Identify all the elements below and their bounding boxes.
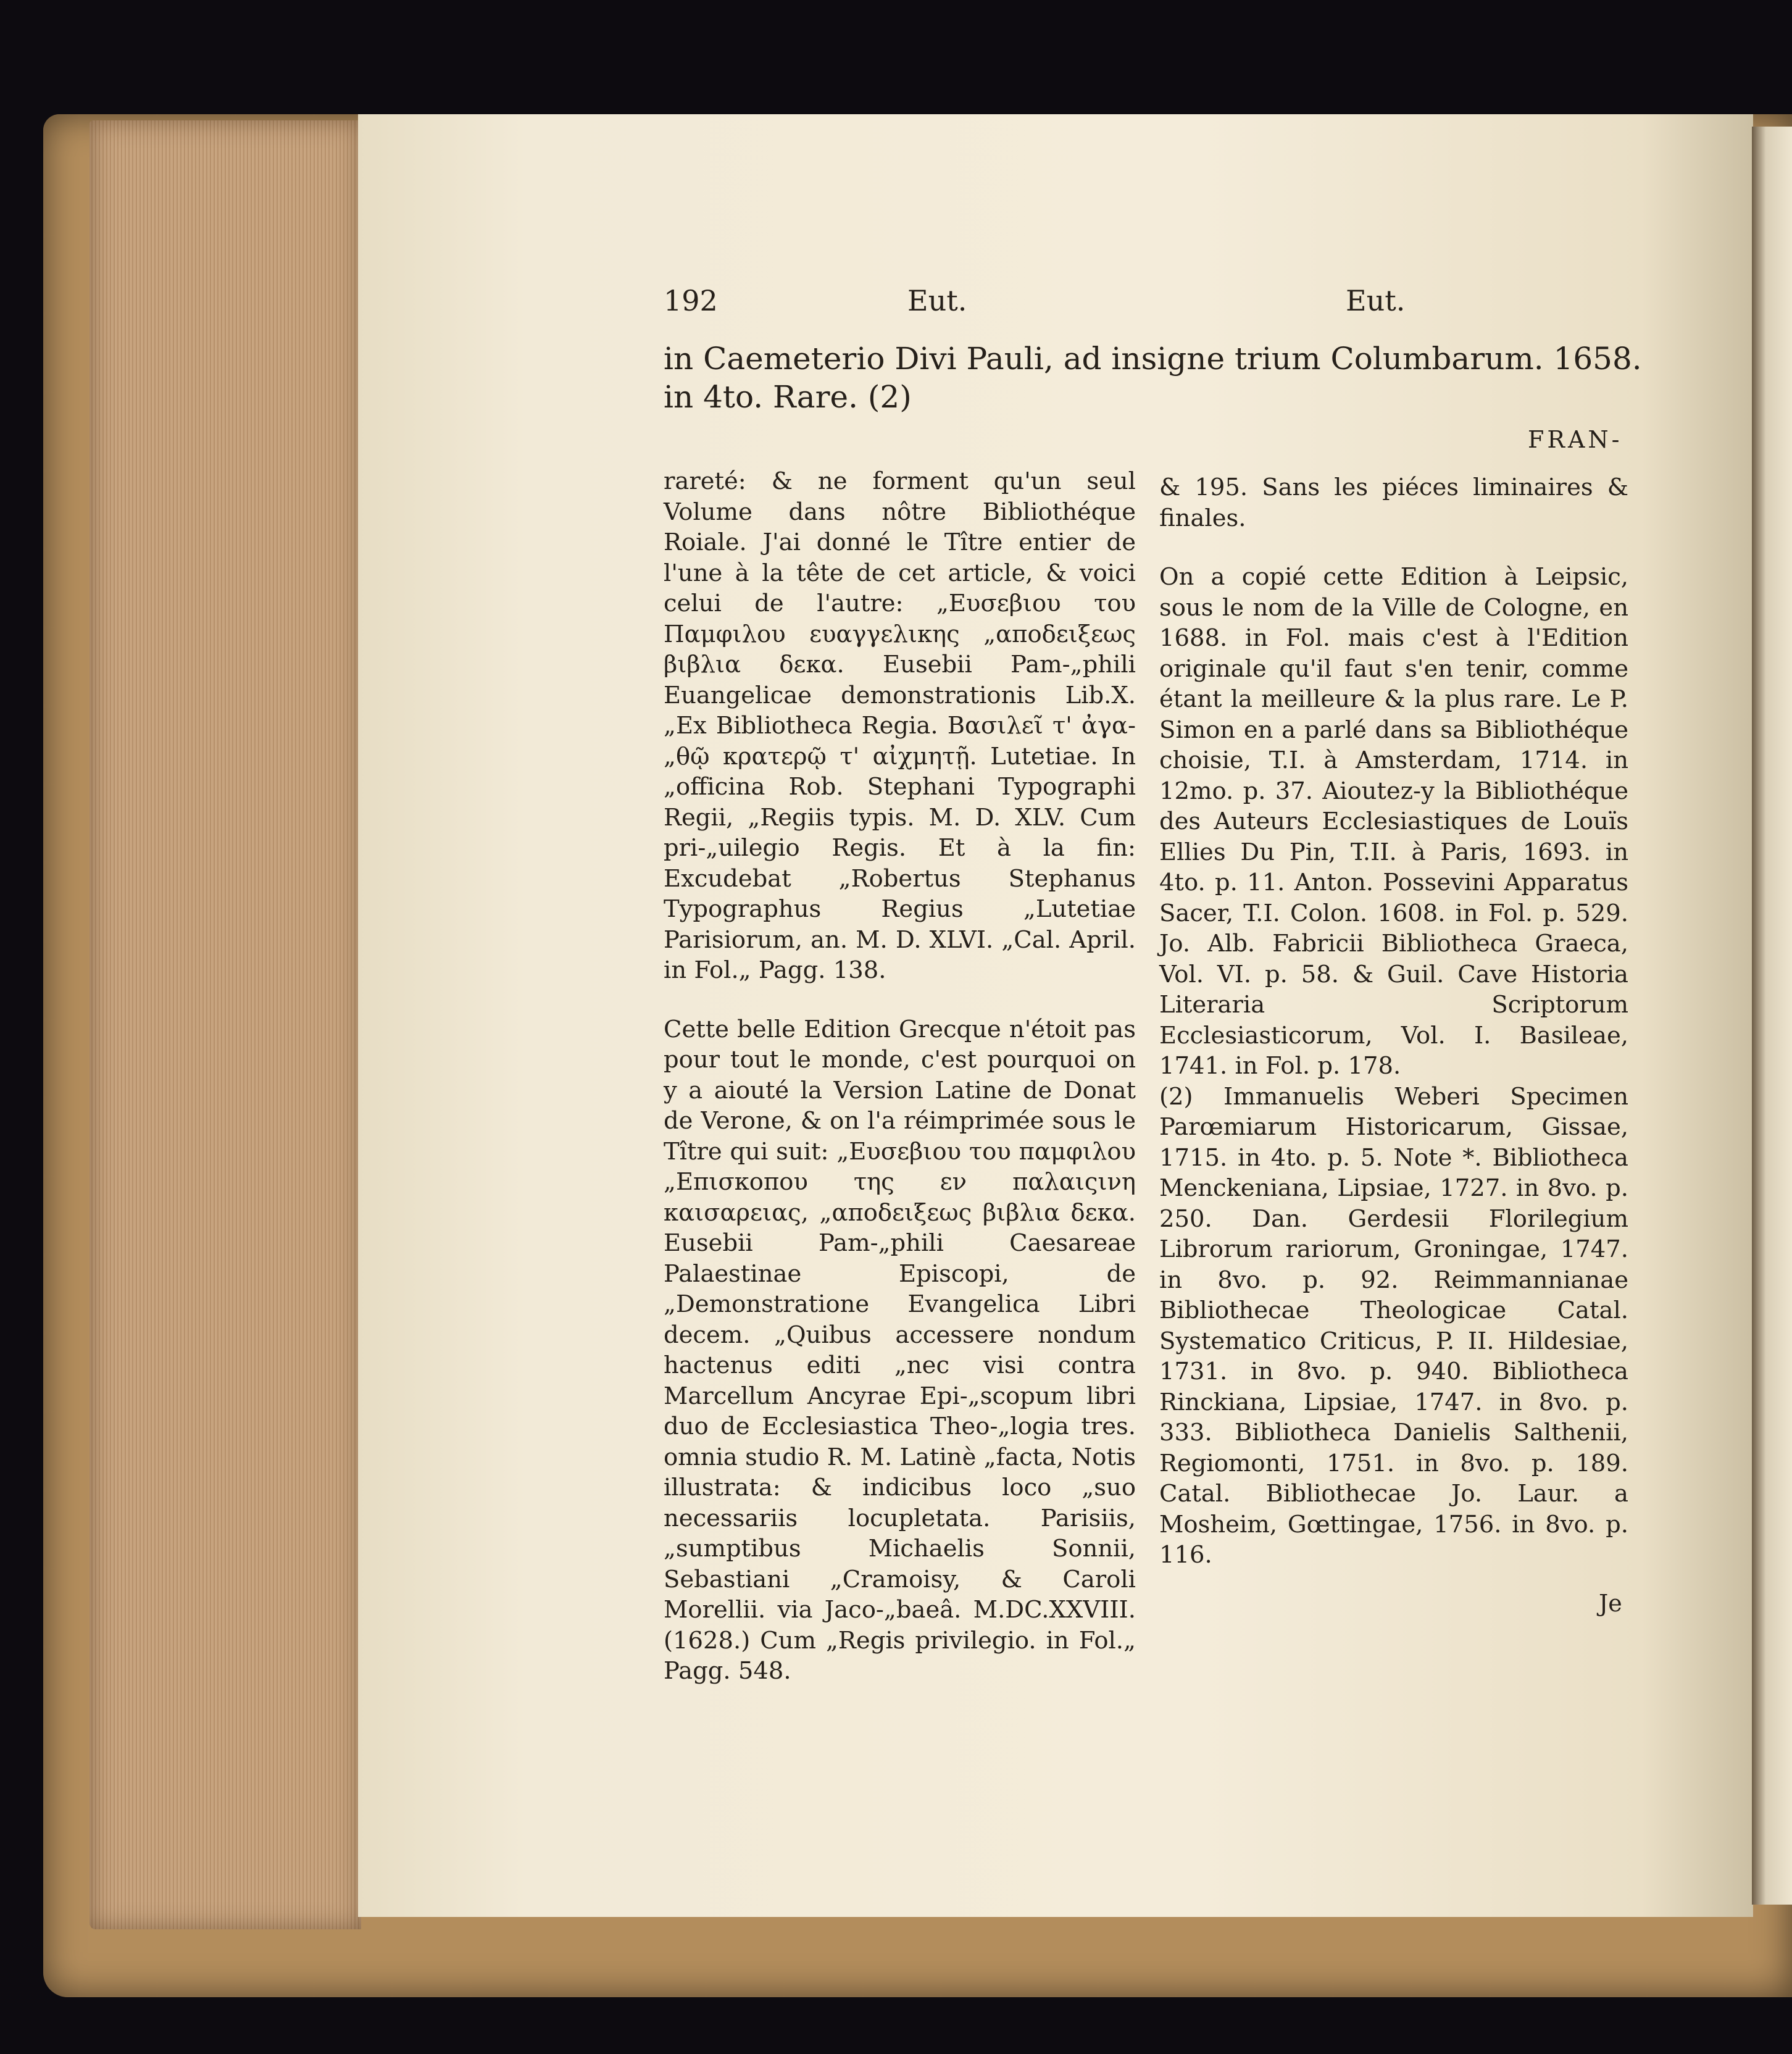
running-head-left: Eut. [907, 284, 967, 317]
footnote-2: (2) Immanuelis Weberi Specimen Parœmiarum Historicarum, Gissae, 1715. in 4to. p. 5. Note *. Bibliotheca Menckeniana, Lipsiae, 1727. in 8vo. p. 250. Dan. Gerdesii Florilegium Librorum rariorum, Groningae, 1747. in 8vo. p. 92. Reimmannianae Bibliothecae Theologicae Catal. Systematico Criticus, P. II. Hildesiae, 1731. in 8vo. p. 940. Bibliotheca Rinckiana, Lipsiae, 1747. in 8vo. p. 333. Bibliotheca Danielis Salthenii, Regiomonti, 1751. in 8vo. p. 189. Catal. Bibliothecae Jo. Laur. a Mosheim, Gœttingae, 1756. in 8vo. p. 116. [1159, 1082, 1628, 1569]
running-head-right: Eut. [1346, 284, 1406, 317]
facing-page-edge [1752, 127, 1792, 1905]
lead-line-1: in Caemeterio Divi Pauli, ad insigne trium Columbarum. 1658. [664, 341, 1642, 377]
left-paragraph-1: rareté: & ne forment qu'un seul Volume dans nôtre Bibliothéque Roiale. J'ai donné le Tître entier de l'une à la tête de cet article, & voici celui de l'autre: „Ευσεβιου του Παμφιλου ευαγγελικης „αποδειξεως βιβλια δεκα. Eusebii Pam-„phili Euangelicae demonstrationis Lib.X. „Ex Bibliotheca Regia. Βασιλεῖ τ' ἀγα-„θῷ κρατερῷ τ' αἰχμητῇ. Lutetiae. In „officina Rob. Stephani Typographi Regii, „Regiis typis. M. D. XLV. Cum pri-„uilegio Regis. Et à la fin: Excudebat „Robertus Stephanus Typographus Regius „Lutetiae Parisiorum, an. M. D. XLVI. „Cal. April. in Fol.„ Pagg. 138. [664, 467, 1136, 984]
left-paragraph-2: Cette belle Edition Grecque n'étoit pas pour tout le monde, c'est pourquoi on y a aiouté la Version Latine de Donat de Verone, & on l'a réimprimée sous le Tître qui suit: „Ευσεβιου του παμφιλου „Επισκοπου της εν παλαιςινη καισαρειας, „αποδειξεως βιβλια δεκα. Eusebii Pam-„phili Caesareae Palaestinae Episcopi, de „Demonstratione Evangelica Libri decem. „Quibus accessere nondum hactenus editi „nec visi contra Marcellum Ancyrae Epi-„scopum libri duo de Ecclesiastica Theo-„logia tres. omnia studio R. M. Latinè „facta, Notis illustrata: & indicibus loco „suo necessariis locupletata. Parisiis, „sumptibus Michaelis Sonnii, Sebastiani „Cramoisy, & Caroli Morellii. via Jaco-„baeâ. M.DC.XXVIII. (1628.) Cum „Regis privilegio. in Fol.„ Pagg. 548. [664, 1015, 1136, 1685]
left-column [664, 466, 1136, 1687]
right-paragraph-1: & 195. Sans les piéces liminaires & finales. [1159, 474, 1628, 532]
right-paragraph-2: On a copié cette Edition à Leipsic, sous le nom de la Ville de Cologne, en 1688. in Fol. mais c'est à l'Edition originale qu'il faut s'en tenir, comme étant la meilleure & la plus rare. Le P. Simon en a parlé dans sa Bibliothéque choisie, T.I. à Amsterdam, 1714. in 12mo. p. 37. Aioutez-y la Bibliothéque des Auteurs Ecclesiastiques de Louïs Ellies Du Pin, T.II. à Paris, 1693. in 4to. p. 11. Anton. Possevini Apparatus Sacer, T.I. Colon. 1608. in Fol. p. 529. Jo. Alb. Fabricii Bibliotheca Graeca, Vol. VI. p. 58. & Guil. Cave Historia Literaria Scriptorum Ecclesiasticorum, Vol. I. Basileae, 1741. in Fol. p. 178. [1159, 563, 1628, 1080]
catchword-je: Je [1599, 1590, 1622, 1617]
lead-line-2: in 4to. Rare. (2) [664, 379, 912, 415]
page-edges [90, 120, 361, 1929]
right-column [1159, 472, 1628, 1571]
lead-text [664, 340, 1645, 416]
page-number: 192 [664, 284, 718, 317]
catchword-fran: FRAN- [1528, 426, 1623, 453]
